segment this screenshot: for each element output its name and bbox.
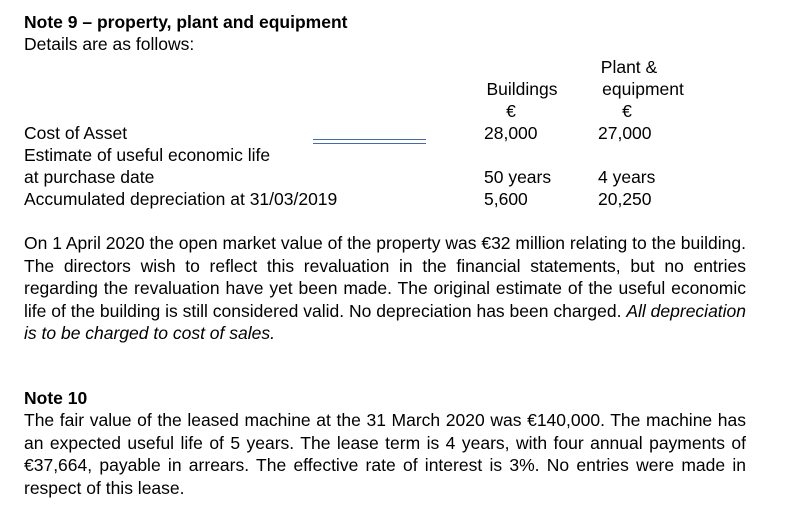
useful-life-label-line1: Estimate of useful economic life — [24, 145, 271, 165]
note9-paragraph-text: On 1 April 2020 the open market value of the property was €32 million relating to the building. The directors wish to reflect this revaluation in the financial statements, but no entries regarding the revaluation have yet been made. The original estimate of the useful economic life of the building is still considered valid. No depreciation has been charged. — [24, 233, 746, 321]
buildings-currency: € — [506, 101, 516, 121]
note9-title: Note 9 – property, plant and equipment — [24, 12, 348, 32]
note9-subtitle: Details are as follows: — [24, 34, 195, 54]
double-underline-divider — [313, 139, 426, 144]
useful-life-plant-value: 4 years — [598, 167, 656, 187]
note9-paragraph-emphasis: All depreciation is to be charged to cost of sales. — [24, 300, 747, 343]
note9-paragraph — [24, 232, 746, 345]
plant-currency: € — [622, 101, 632, 121]
note10-paragraph: The fair value of the leased machine at the 31 March 2020 was €140,000. The machine has an expected useful life of 5 years. The lease term is 4 years, with four annual payments of €37,664, payable in arrears. The effective rate of interest is 3%. No entries were made in respect of this lease. — [24, 410, 746, 498]
plant-column-header-line2: equipment — [602, 79, 684, 99]
cost-of-asset-label: Cost of Asset — [24, 123, 128, 143]
cost-buildings-value: 28,000 — [484, 123, 538, 143]
buildings-column-header: Buildings — [486, 79, 558, 99]
cost-plant-value: 27,000 — [598, 123, 652, 143]
depreciation-buildings-value: 5,600 — [484, 189, 528, 209]
useful-life-buildings-value: 50 years — [484, 167, 552, 187]
useful-life-label-line2: at purchase date — [24, 167, 155, 187]
accumulated-depreciation-label: Accumulated depreciation at 31/03/2019 — [24, 189, 338, 209]
note10-title: Note 10 — [24, 388, 88, 408]
plant-column-header-line1: Plant & — [600, 57, 658, 77]
depreciation-plant-value: 20,250 — [598, 189, 652, 209]
